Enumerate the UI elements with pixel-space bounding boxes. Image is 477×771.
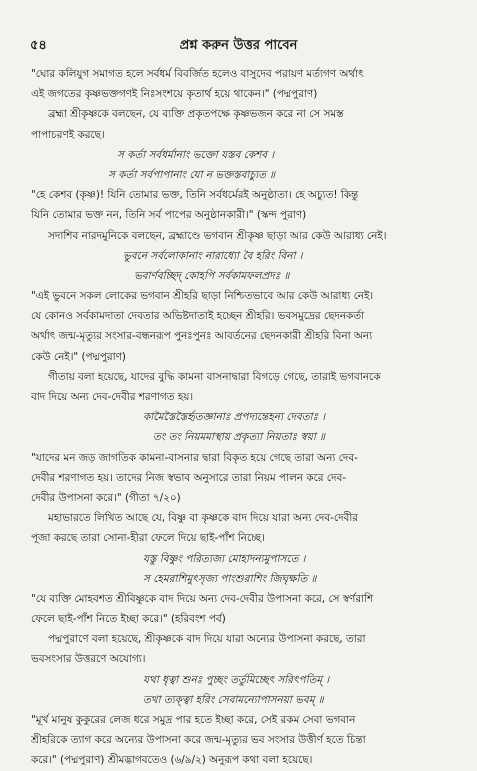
sanskrit-verse-line: স হেমরাশিমুৎসৃজ্য পাংশুরাশিং জিঘৃক্ষতি ॥ bbox=[143, 572, 317, 585]
sanskrit-verse-line: স কর্তা সর্বপাপানাং যো ন ভক্তস্তবাচ্যুত ॥ bbox=[108, 168, 276, 181]
quote-line: কেউ নেই।" (পদ্মপুরাণ) bbox=[31, 350, 126, 363]
paragraph-line: বাদ দিয়ে অন্য দেব-দেবীর শরণাগত হয়। bbox=[31, 391, 194, 403]
sanskrit-verse-line: যস্তু বিষ্ণুং পরিত্যজ্য মোহাদন্যমুপাসতে । bbox=[143, 552, 306, 565]
quote-line: এই জগতের কৃষ্ণভক্তগণই নিঃসংশয়ে কৃতার্থ হয়ে থাকেন।" (পদ্মপুরাণ) bbox=[31, 88, 318, 101]
quote-line: "যাদের মন জড় জাগতিক কামনা-বাসনার দ্বারা বিকৃত হয়ে গেছে তারা অন্য দেব- bbox=[31, 451, 358, 464]
page-body bbox=[31, 64, 451, 771]
quote-line: "মূর্খ মানুষ কুকুরের লেজ ধরে সমুদ্র পার হতে ইচ্ছা করে, সেই রকম সেবা ভগবান bbox=[31, 714, 356, 726]
paragraph-line: ভবসংসার উত্তরণে অযোগ্য। bbox=[31, 653, 146, 666]
page-header bbox=[0, 36, 477, 56]
paragraph-line: পাপাচরণই করছে। bbox=[31, 128, 105, 141]
quote-line: যিনি তোমার ভক্ত নন, তিনি সর্ব পাপের অনুষ্ঠানকারী।" (স্কন্দ পুরাণ) bbox=[31, 209, 307, 222]
paragraph-line: মহাভারতে লিখিত আছে যে, বিষ্ণু বা কৃষ্ণকে বাদ দিয়ে যারা অন্য দেব-দেবীর bbox=[48, 512, 359, 525]
page-number: ৫৪ bbox=[30, 38, 47, 53]
sanskrit-verse-line: তথা ত্যক্ত্বা হরিং সেবামন্যোপাসনয়া ভবম্ ॥ bbox=[143, 693, 324, 706]
quote-line: অর্থাৎ জন্ম-মৃত্যুর সংসার-বন্ধনরূপ পুনঃপুনঃ আবর্তনের ছেদনকারী শ্রীহরি বিনা অন্য bbox=[31, 330, 373, 343]
paragraph-line: গীতায় বলা হয়েছে, যাদের বুদ্ধি কামনা বাসনাদ্বারা বিগড়ে গেছে, তারাই ভগবানকে bbox=[48, 370, 381, 383]
quote-line: দেবীর শরণাগত হয়। তাদের নিজ স্বভাব অনুসারে তারা নিয়ম পালন করে দেব- bbox=[31, 471, 346, 484]
sanskrit-verse-line: স কর্তা সর্বধর্মানাং ভক্তো যস্তব কেশব । bbox=[117, 148, 275, 161]
quote-line: "যে ব্যক্তি মোহবশত শ্রীবিষ্ণুকে বাদ দিয়ে অন্য দেব-দেবীর উপাসনা করে, সে স্বর্ণরাশি bbox=[31, 592, 374, 605]
quote-line: "এই ভুবনে সকল লোকের ভগবান শ্রীহরি ছাড়া নিশ্চিতভাবে আর কেউ আরাধ্য নেই। bbox=[31, 290, 374, 303]
quote-line: "ঘোর কলিযুগ সমাগত হলে সর্বধর্ম বিবর্জিত হলেও বাসুদেব পরায়ণ মর্ত্যগণ অর্থাৎ bbox=[31, 68, 364, 80]
sanskrit-verse-line: ভবার্ণবচ্ছিদ্ কোহপি সর্বকামফলপ্রদঃ ॥ bbox=[134, 269, 290, 282]
paragraph-line: ব্রহ্মা শ্রীকৃষ্ণকে বলছেন, যে ব্যক্তি প্রকৃতপক্ষে কৃষ্ণভজন করে না সে সমস্ত bbox=[48, 108, 344, 121]
quote-line: "হে কেশব (কৃষ্ণ)! যিনি তোমার ভক্ত, তিনি সর্বধর্মেরই অনুষ্ঠাতা। হে অচ্যুত! কিন্তু bbox=[31, 189, 359, 202]
quote-line: দেবীর উপাসনা করে।" (গীতা ৭/২০) bbox=[31, 491, 181, 504]
quote-line: করে।" (পদ্মপুরাণ) শ্রীমদ্ভাগবতেও (৬/৯/২) অনুরূপ কথা বলা হয়েছে। bbox=[31, 754, 313, 767]
paragraph-line: পূজা করছে তারা সোনা-হীরা ফেলে দিয়ে ছাই-পাঁশ নিচ্ছে। bbox=[31, 532, 265, 545]
sanskrit-verse-line: যথা ধৃত্বা শুনঃ পুচ্ছং তর্তুমিচ্ছেৎ সরিৎপতিম্ । bbox=[143, 673, 330, 686]
paragraph-line: পদ্মপুরাণে বলা হয়েছে, শ্রীকৃষ্ণকে বাদ দিয়ে যারা অন্যের উপাসনা করছে, তারা bbox=[48, 633, 366, 646]
sanskrit-verse-line: কামৈস্তৈস্তৈর্হৃতজ্ঞানাঃ প্রপদ্যন্তেহন্য দেবতাঃ । bbox=[143, 411, 326, 424]
sanskrit-verse-line: তং তং নিয়মমাস্থায় প্রকৃত্যা নিয়তাঃ স্বয়া ॥ bbox=[153, 431, 326, 444]
running-title: প্রশ্ন করুন উত্তর পাবেন bbox=[179, 38, 298, 53]
quote-line: ফেলে ছাই-পাঁশ নিতে ইচ্ছা করে।" (হরিবংশ পর্ব) bbox=[31, 613, 226, 626]
quote-line: শ্রীহরিকে ত্যাগ করে অন্যের উপাসনা করে জন্ম-মৃত্যুর ভব সংসার উত্তীর্ণ হতে চিন্তা bbox=[31, 734, 366, 747]
paragraph-line: সদাশিব নারদমুনিকে বলছেন, ব্রহ্মাণ্ডে ভগবান শ্রীকৃষ্ণ ছাড়া আর কেউ আরাধ্য নেই। bbox=[48, 229, 387, 242]
sanskrit-verse-line: ভুবনে সর্বলোকানাং নারাধ্যো বৈ হরিং বিনা । bbox=[123, 249, 303, 262]
quote-line: যে কোনও সর্বকামদাতা দেবতার অভিষ্টদাতাই হচ্ছেন শ্রীহরি। ভবসমুদ্রের ছেদনকর্তা bbox=[31, 310, 365, 323]
